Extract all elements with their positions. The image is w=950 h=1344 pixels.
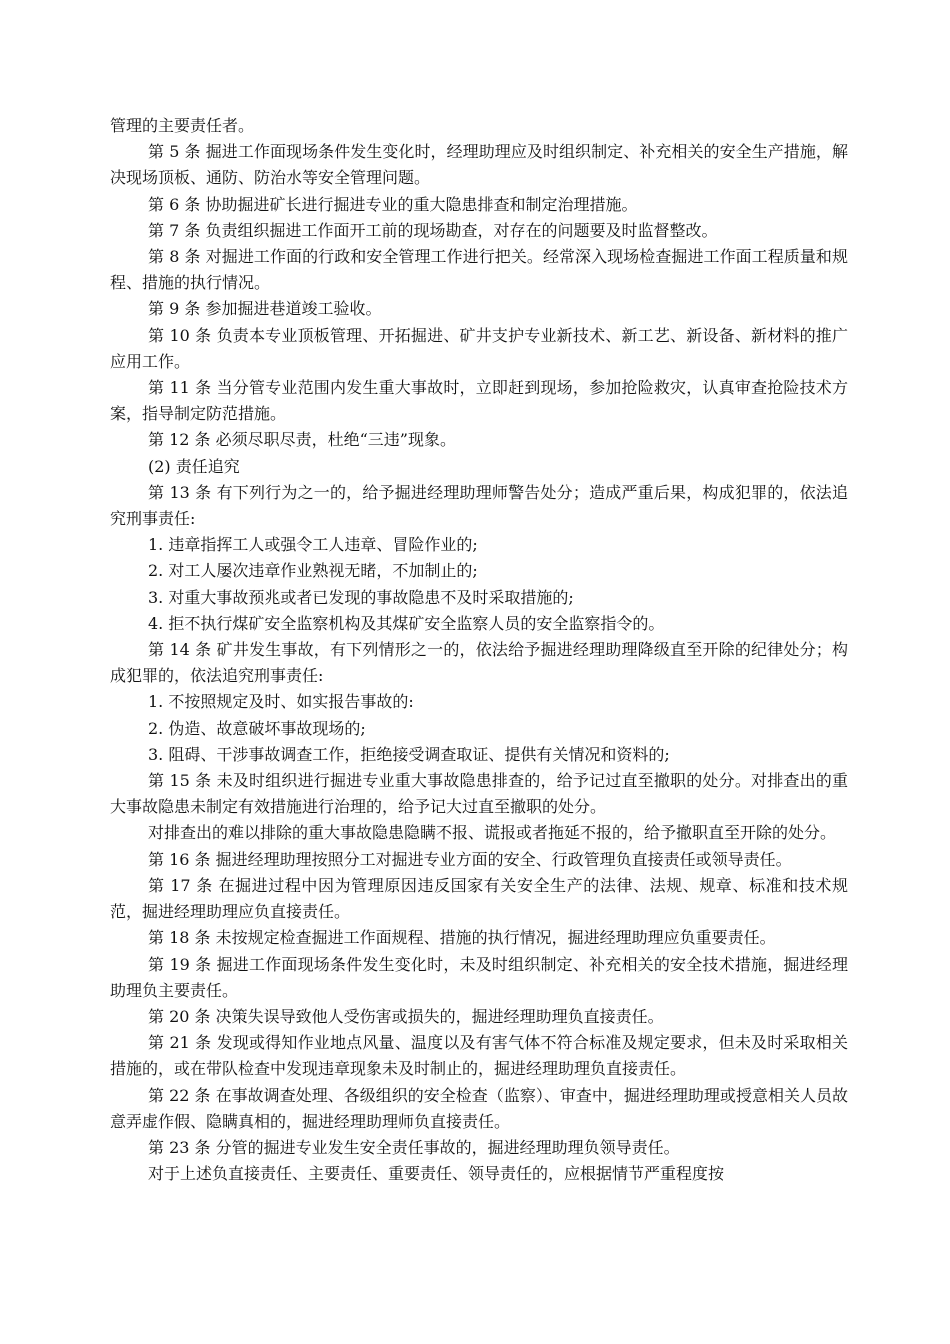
list-item: 1. 不按照规定及时、如实报告事故的: <box>148 692 414 712</box>
paragraph-article-18: 第 18 条 未按规定检查掘进工作面规程、措施的执行情况，掘进经理助理应负重要责任。 <box>148 928 776 948</box>
list-item: 2. 伪造、故意破坏事故现场的; <box>148 718 366 738</box>
section-heading-accountability: (2) 责任追究 <box>148 456 240 476</box>
paragraph-article-20: 第 20 条 决策失误导致他人受伤害或损失的，掘进经理助理负直接责任。 <box>148 1006 664 1026</box>
list-item: 3. 对重大事故预兆或者已发现的事故隐患不及时采取措施的; <box>148 587 574 607</box>
paragraph-article-16: 第 16 条 掘进经理助理按照分工对掘进专业方面的安全、行政管理负直接责任或领导责任。 <box>148 849 792 869</box>
paragraph-article-13: 第 13 条 有下列行为之一的，给予掘进经理助理师警告处分；造成严重后果，构成犯罪的，依法追究刑事责任: <box>110 482 848 529</box>
paragraph-article-22: 第 22 条 在事故调查处理、各级组织的安全检查（监察）、审查中，掘进经理助理或授意相关人员故意弄虚作假、隐瞒真相的，掘进经理助理师负直接责任。 <box>110 1085 848 1131</box>
paragraph-article-7: 第 7 条 负责组织掘进工作面开工前的现场勘查，对存在的问题要及时监督整改。 <box>148 220 718 240</box>
paragraph-article-15-cont: 对排查出的难以排除的重大事故隐患隐瞒不报、谎报或者拖延不报的，给予撤职直至开除的处分。 <box>148 823 837 843</box>
paragraph-article-6: 第 6 条 协助掘进矿长进行掘进专业的重大隐患排查和制定治理措施。 <box>148 194 638 214</box>
paragraph-article-15: 第 15 条 未及时组织进行掘进专业重大事故隐患排查的，给予记过直至撤职的处分。对排查出的重大事故隐患未制定有效措施进行治理的，给予记大过直至撤职的处分。 <box>110 771 848 817</box>
paragraph-article-9: 第 9 条 参加掘进巷道竣工验收。 <box>148 299 382 319</box>
paragraph-0: 管理的主要责任者。 <box>110 116 255 135</box>
paragraph-closing: 对于上述负直接责任、主要责任、重要责任、领导责任的，应根据情节严重程度按 <box>148 1164 725 1184</box>
list-item: 3. 阻碍、干涉事故调查工作，拒绝接受调查取证、提供有关情况和资料的; <box>148 744 670 764</box>
paragraph-article-8: 第 8 条 对掘进工作面的行政和安全管理工作进行把关。经常深入现场检查掘进工作面工程质量和规程、措施的执行情况。 <box>110 247 848 293</box>
list-item: 4. 拒不执行煤矿安全监察机构及其煤矿安全监察人员的安全监察指令的。 <box>148 613 665 633</box>
paragraph-article-14: 第 14 条 矿井发生事故，有下列情形之一的，依法给予掘进经理助理降级直至开除的纪律处分；构成犯罪的，依法追究刑事责任: <box>110 640 848 686</box>
paragraph-article-10: 第 10 条 负责本专业顶板管理、开拓掘进、矿井支护专业新技术、新工艺、新设备、新材料的推广应用工作。 <box>110 325 848 371</box>
list-item: 2. 对工人屡次违章作业熟视无睹，不加制止的; <box>148 561 478 581</box>
paragraph-article-17: 第 17 条 在掘进过程中因为管理原因违反国家有关安全生产的法律、法规、规章、标准和技术规范，掘进经理助理应负直接责任。 <box>110 875 848 922</box>
paragraph-article-5: 第 5 条 掘进工作面现场条件发生变化时，经理助理应及时组织制定、补充相关的安全生产措施，解决现场顶板、通防、防治水等安全管理问题。 <box>110 142 848 188</box>
paragraph-article-21: 第 21 条 发现或得知作业地点风量、温度以及有害气体不符合标准及规定要求，但未及时采取相关措施的，或在带队检查中发现违章现象未及时制止的，掘进经理助理负直接责任。 <box>110 1033 848 1079</box>
document-body <box>110 113 848 1187</box>
paragraph-article-23: 第 23 条 分管的掘进专业发生安全责任事故的，掘进经理助理负领导责任。 <box>148 1137 680 1157</box>
paragraph-article-19: 第 19 条 掘进工作面现场条件发生变化时，未及时组织制定、补充相关的安全技术措施，掘进经理助理负主要责任。 <box>110 954 848 1000</box>
list-item: 1. 违章指挥工人或强令工人违章、冒险作业的; <box>148 535 478 555</box>
paragraph-article-12: 第 12 条 必须尽职尽责，杜绝“三违”现象。 <box>148 430 456 450</box>
paragraph-article-11: 第 11 条 当分管专业范围内发生重大事故时，立即赶到现场，参加抢险救灾，认真审查抢险技术方案，指导制定防范措施。 <box>110 378 848 424</box>
